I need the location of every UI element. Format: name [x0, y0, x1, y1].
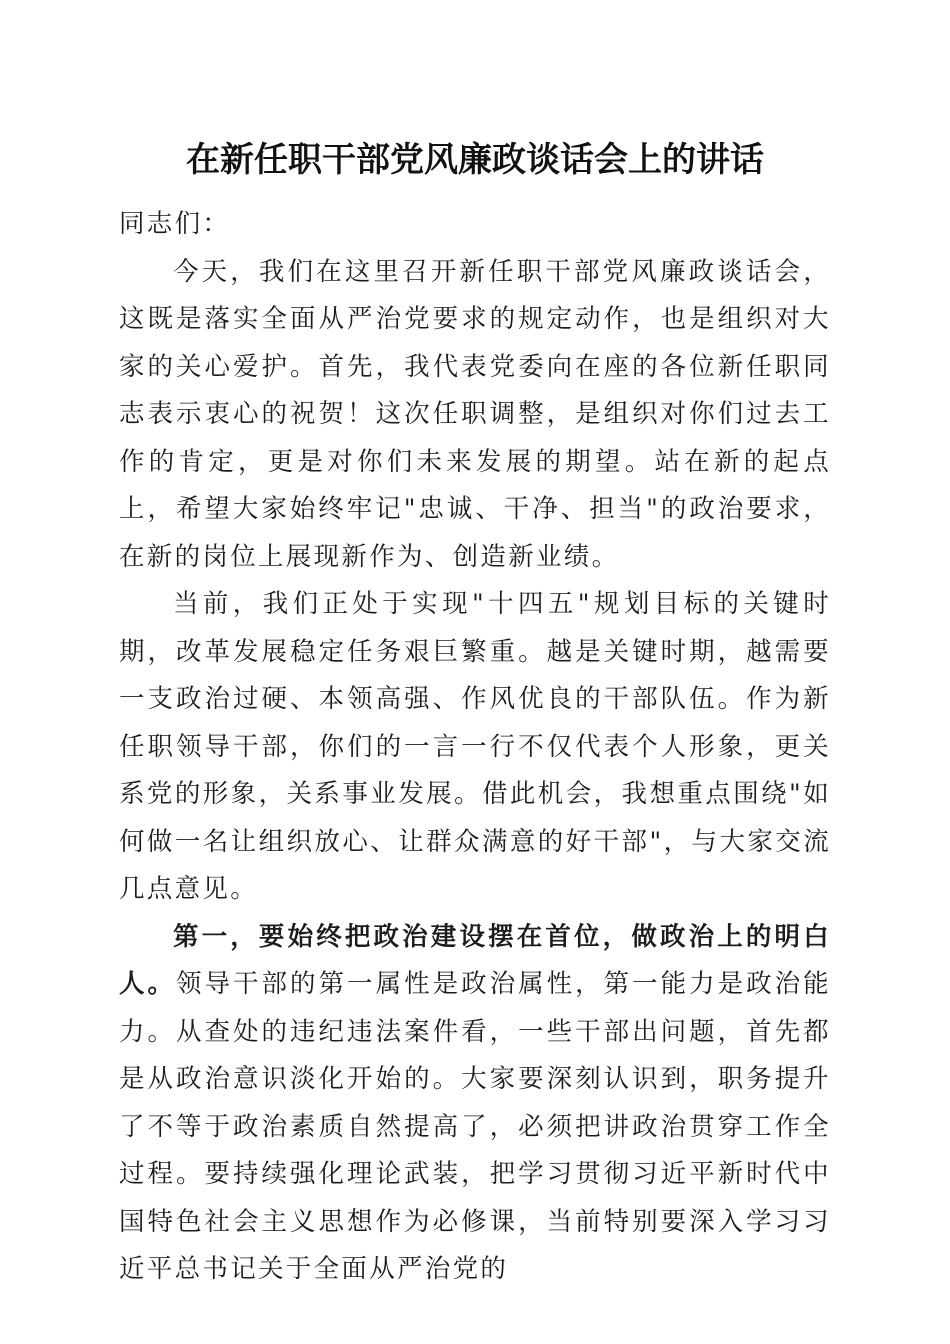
paragraph-opening: 今天，我们在这里召开新任职干部党风廉政谈话会，这既是落实全面从严治党要求的规定动作，也是组织对大家的关心爱护。首先，我代表党委向在座的各位新任职同志表示衷心的祝贺！这次任职调整，是组织对你们过去工作的肯定，更是对你们未来发展的期望。站在新的起点上，希望大家始终牢记"忠诚、干净、担当"的政治要求，在新的岗位上展现新作为、创造新业绩。: [119, 256, 831, 572]
section-1-text: 领导干部的第一属性是政治属性，第一能力是政治能力。从查处的违纪违法案件看，一些干部出问题，首先都是从政治意识淡化开始的。大家要深刻认识到，职务提升了不等于政治素质自然提高了，必须把讲政治贯穿工作全过程。要持续强化理论武装，把学习贯彻习近平新时代中国特色社会主义思想作为必修课，当前特别要深入学习习近平总书记关于全面从严治党的: [119, 969, 831, 1284]
salutation: 同志们：: [119, 209, 231, 239]
paragraph-context: 当前，我们正处于实现"十四五"规划目标的关键时期，改革发展稳定任务艰巨繁重。越是关键时期，越需要一支政治过硬、本领高强、作风优良的干部队伍。作为新任职领导干部，你们的一言一行不仅代表个人形象，更关系党的形象，关系事业发展。借此机会，我想重点围绕"如何做一名让组织放心、让群众满意的好干部"，与大家交流几点意见。: [119, 589, 831, 904]
page-title: 在新任职干部党风廉政谈话会上的讲话: [186, 140, 764, 180]
section-1-heading: 第一，要始终把政治建设摆在首位，做政治上的明白人。: [119, 921, 831, 999]
paragraph-section-1: [119, 914, 831, 1294]
speech-body: [119, 201, 831, 1294]
